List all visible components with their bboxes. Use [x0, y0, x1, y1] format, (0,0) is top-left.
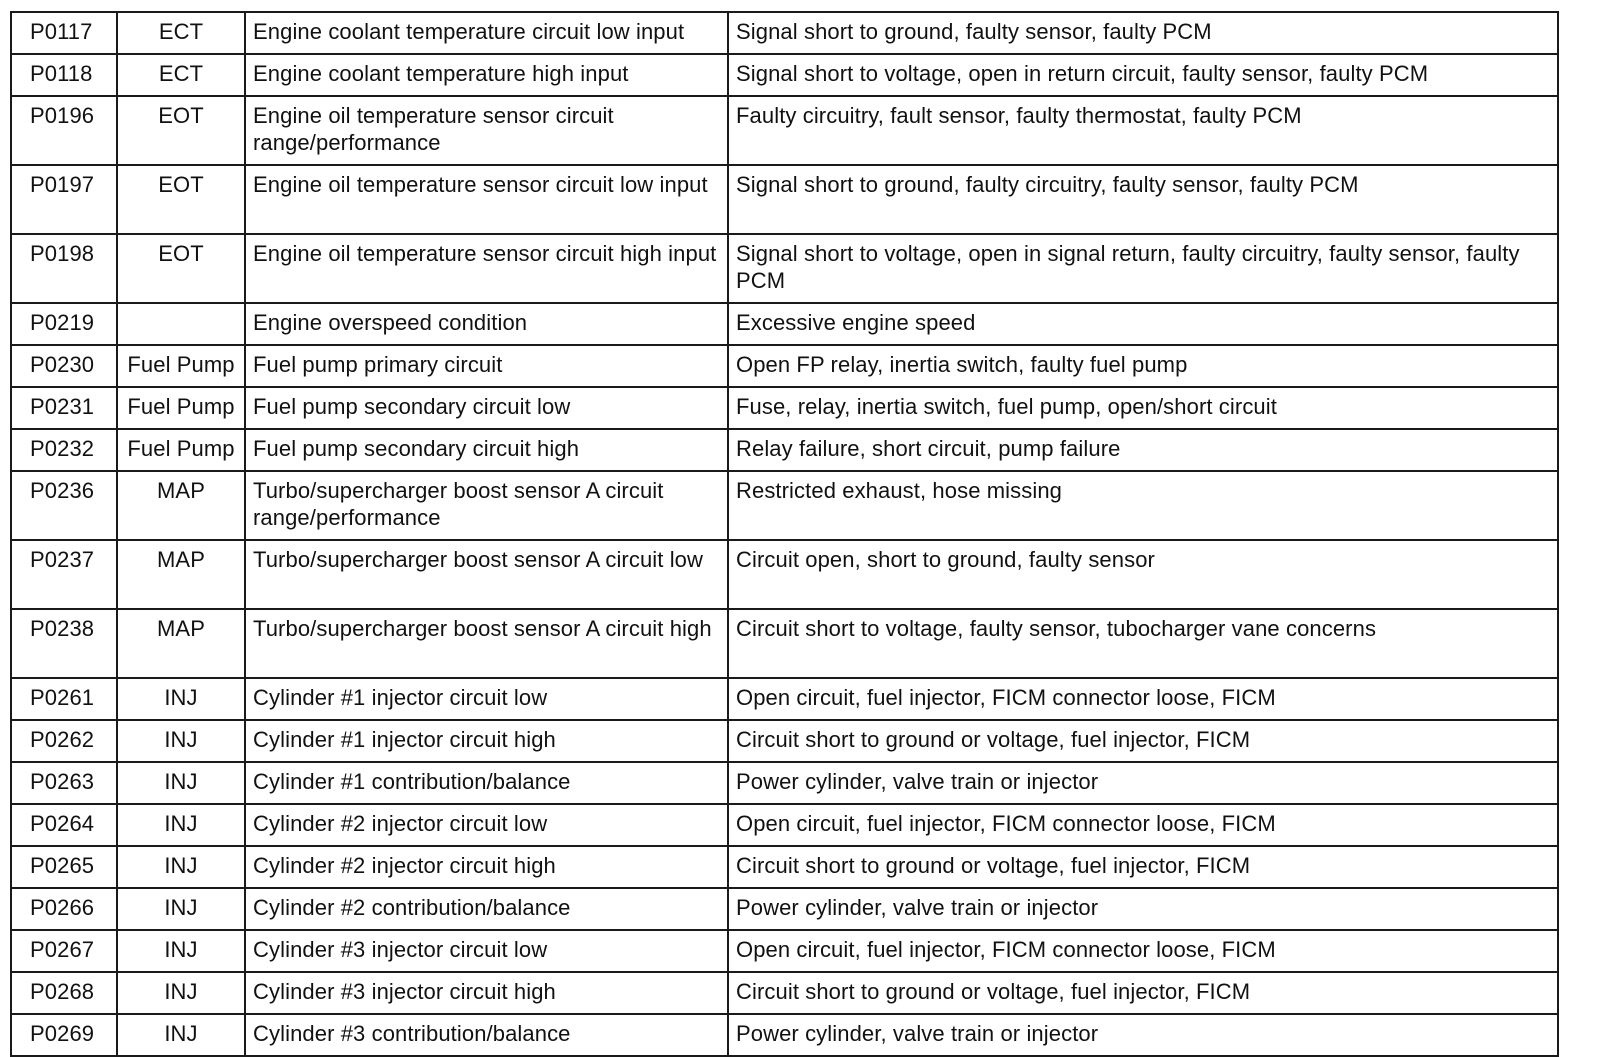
- causes-cell: Circuit short to voltage, faulty sensor, tubocharger vane concerns: [728, 609, 1558, 678]
- system-cell: INJ: [117, 1014, 245, 1056]
- system-cell: [117, 303, 245, 345]
- description-cell: Cylinder #3 injector circuit low: [245, 930, 728, 972]
- causes-cell: Signal short to voltage, open in return circuit, faulty sensor, faulty PCM: [728, 54, 1558, 96]
- dtc-code-cell: P0197: [11, 165, 117, 234]
- system-cell: Fuel Pump: [117, 429, 245, 471]
- table-row: [11, 720, 1558, 762]
- causes-cell: Signal short to voltage, open in signal return, faulty circuitry, faulty sensor, faulty PCM: [728, 234, 1558, 303]
- dtc-code-cell: P0265: [11, 846, 117, 888]
- causes-cell: Power cylinder, valve train or injector: [728, 762, 1558, 804]
- table-row: [11, 429, 1558, 471]
- system-cell: INJ: [117, 930, 245, 972]
- description-cell: Turbo/supercharger boost sensor A circuit low: [245, 540, 728, 609]
- dtc-code-cell: P0238: [11, 609, 117, 678]
- dtc-code-cell: P0196: [11, 96, 117, 165]
- table-row: [11, 165, 1558, 234]
- system-cell: MAP: [117, 540, 245, 609]
- description-cell: Cylinder #1 injector circuit high: [245, 720, 728, 762]
- system-cell: INJ: [117, 720, 245, 762]
- table-row: [11, 678, 1558, 720]
- description-cell: Cylinder #2 injector circuit low: [245, 804, 728, 846]
- dtc-code-cell: P0237: [11, 540, 117, 609]
- description-cell: Cylinder #3 injector circuit high: [245, 972, 728, 1014]
- dtc-code-cell: P0118: [11, 54, 117, 96]
- dtc-code-cell: P0268: [11, 972, 117, 1014]
- causes-cell: Open circuit, fuel injector, FICM connector loose, FICM: [728, 678, 1558, 720]
- dtc-code-cell: P0266: [11, 888, 117, 930]
- dtc-code-cell: P0269: [11, 1014, 117, 1056]
- description-cell: Turbo/supercharger boost sensor A circuit range/performance: [245, 471, 728, 540]
- system-cell: Fuel Pump: [117, 387, 245, 429]
- description-cell: Fuel pump primary circuit: [245, 345, 728, 387]
- description-cell: Fuel pump secondary circuit low: [245, 387, 728, 429]
- causes-cell: Signal short to ground, faulty circuitry, faulty sensor, faulty PCM: [728, 165, 1558, 234]
- system-cell: INJ: [117, 804, 245, 846]
- table-row: [11, 804, 1558, 846]
- description-cell: Cylinder #2 injector circuit high: [245, 846, 728, 888]
- description-cell: Engine coolant temperature high input: [245, 54, 728, 96]
- description-cell: Fuel pump secondary circuit high: [245, 429, 728, 471]
- causes-cell: Circuit short to ground or voltage, fuel injector, FICM: [728, 846, 1558, 888]
- causes-cell: Power cylinder, valve train or injector: [728, 888, 1558, 930]
- causes-cell: Restricted exhaust, hose missing: [728, 471, 1558, 540]
- table-row: [11, 762, 1558, 804]
- table-row: [11, 471, 1558, 540]
- system-cell: INJ: [117, 972, 245, 1014]
- description-cell: Engine overspeed condition: [245, 303, 728, 345]
- system-cell: INJ: [117, 846, 245, 888]
- table-row: [11, 609, 1558, 678]
- description-cell: Turbo/supercharger boost sensor A circuit high: [245, 609, 728, 678]
- dtc-code-cell: P0117: [11, 12, 117, 54]
- system-cell: ECT: [117, 54, 245, 96]
- description-cell: Engine oil temperature sensor circuit high input: [245, 234, 728, 303]
- causes-cell: Circuit open, short to ground, faulty sensor: [728, 540, 1558, 609]
- description-cell: Cylinder #2 contribution/balance: [245, 888, 728, 930]
- description-cell: Cylinder #1 injector circuit low: [245, 678, 728, 720]
- causes-cell: Fuse, relay, inertia switch, fuel pump, open/short circuit: [728, 387, 1558, 429]
- description-cell: Engine oil temperature sensor circuit range/performance: [245, 96, 728, 165]
- system-cell: ECT: [117, 12, 245, 54]
- system-cell: INJ: [117, 678, 245, 720]
- table-row: [11, 972, 1558, 1014]
- dtc-code-cell: P0262: [11, 720, 117, 762]
- table-row: [11, 54, 1558, 96]
- dtc-code-cell: P0236: [11, 471, 117, 540]
- description-cell: Engine oil temperature sensor circuit low input: [245, 165, 728, 234]
- dtc-code-cell: P0267: [11, 930, 117, 972]
- dtc-code-cell: P0198: [11, 234, 117, 303]
- dtc-code-cell: P0230: [11, 345, 117, 387]
- system-cell: INJ: [117, 888, 245, 930]
- causes-cell: Excessive engine speed: [728, 303, 1558, 345]
- description-cell: Cylinder #3 contribution/balance: [245, 1014, 728, 1056]
- table-row: [11, 846, 1558, 888]
- system-cell: MAP: [117, 609, 245, 678]
- causes-cell: Relay failure, short circuit, pump failure: [728, 429, 1558, 471]
- table-row: [11, 96, 1558, 165]
- table-row: [11, 345, 1558, 387]
- table-row: [11, 234, 1558, 303]
- causes-cell: Open circuit, fuel injector, FICM connector loose, FICM: [728, 930, 1558, 972]
- dtc-code-cell: P0264: [11, 804, 117, 846]
- system-cell: EOT: [117, 165, 245, 234]
- system-cell: MAP: [117, 471, 245, 540]
- dtc-code-cell: P0219: [11, 303, 117, 345]
- dtc-code-cell: P0232: [11, 429, 117, 471]
- system-cell: EOT: [117, 96, 245, 165]
- causes-cell: Signal short to ground, faulty sensor, faulty PCM: [728, 12, 1558, 54]
- dtc-code-cell: P0263: [11, 762, 117, 804]
- table-row: [11, 12, 1558, 54]
- dtc-code-cell: P0231: [11, 387, 117, 429]
- description-cell: Engine coolant temperature circuit low input: [245, 12, 728, 54]
- table-row: [11, 303, 1558, 345]
- description-cell: Cylinder #1 contribution/balance: [245, 762, 728, 804]
- causes-cell: Circuit short to ground or voltage, fuel injector, FICM: [728, 972, 1558, 1014]
- system-cell: INJ: [117, 762, 245, 804]
- table-row: [11, 888, 1558, 930]
- system-cell: EOT: [117, 234, 245, 303]
- table-row: [11, 930, 1558, 972]
- dtc-code-cell: P0261: [11, 678, 117, 720]
- table-row: [11, 540, 1558, 609]
- dtc-table: [10, 11, 1559, 1057]
- table-row: [11, 387, 1558, 429]
- causes-cell: Faulty circuitry, fault sensor, faulty thermostat, faulty PCM: [728, 96, 1558, 165]
- causes-cell: Power cylinder, valve train or injector: [728, 1014, 1558, 1056]
- causes-cell: Circuit short to ground or voltage, fuel injector, FICM: [728, 720, 1558, 762]
- system-cell: Fuel Pump: [117, 345, 245, 387]
- causes-cell: Open FP relay, inertia switch, faulty fuel pump: [728, 345, 1558, 387]
- causes-cell: Open circuit, fuel injector, FICM connector loose, FICM: [728, 804, 1558, 846]
